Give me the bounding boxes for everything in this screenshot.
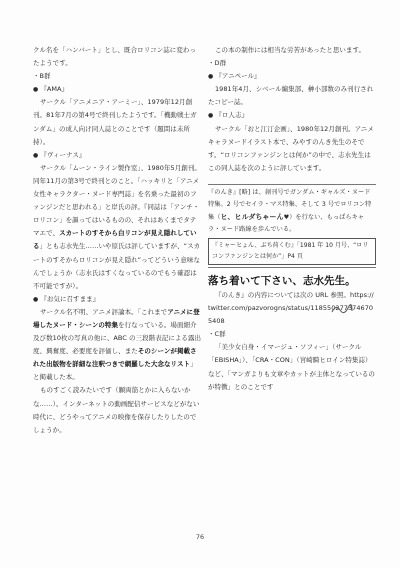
quote-emphasis: ヒ、ヒルダちゃーん	[220, 212, 284, 221]
title-ama	[33, 83, 202, 96]
title-apeel	[208, 70, 376, 83]
title-apeel-text: 『アニペール』	[215, 72, 261, 81]
quote-text-a: 『のんき』[略] は、創刊号でガンダム・ギャルズ・ヌード特集。2 号でセイラ・マス特集、そして 3 号でロリコン特集（	[208, 188, 372, 221]
handwritten-mark-icon	[330, 302, 354, 316]
paragraph-c: 「美少女自身・イマージュ・ソフィー」（サークル「EBISHA」）、「CRA・CON」（宮崎騎ヒロイン特集誌）など、「マンガよりも文章やカットが主体となっているのが特徴」とのことです	[208, 343, 375, 391]
osumi-text-b: を行なっている。場面細介及び数10枚の写真の他に、ABC の三段階表記による露出度、興奮度、必要度を評価し、また	[33, 320, 202, 356]
paragraph-ama: サークル「アニメニア・アーミー」、1979年12月創刊。81年7月の第4号で終刊したようです。「機動戦士ガンダム」の成人向け同人誌とのことです（題問は未所持）。	[33, 98, 197, 146]
section-label-d: ・D群	[208, 59, 227, 68]
title-osumi-text: 『お気に召すまま』	[40, 294, 100, 303]
right-column	[208, 44, 376, 394]
venus-emphasis: スカートのすそから白リコンが見え隠れしている	[33, 229, 197, 251]
venus-text-a: サークル「ムーン・ライン製作室」、1980年5月創刊。同年11月の第3号で終刊とのこと。「ハッキリと「アニメ女性キャラクター・ヌード専門誌」を名乗った最初のファンジンだと思われる」	[33, 163, 201, 212]
title-rolita-text: 『ロ人志』	[215, 111, 249, 120]
title-rolita	[208, 109, 376, 122]
venus-text-b: と岸氏の評。『同誌は「アンチ・ロリコン」を謳ってはいるものの、それはあくまでタテマエで、	[33, 203, 200, 238]
paragraph: この本の制作には相当な労苦があったと思います。	[215, 46, 366, 54]
section-label-b: ・B群	[33, 72, 51, 81]
paragraph-osumi	[33, 306, 202, 385]
page-number: 76	[195, 533, 205, 541]
title-venus	[33, 149, 202, 162]
osumi-emphasis-1: アニメに登場したヌード・シーンの特集	[33, 307, 200, 329]
osumi-text-c: 」と掲載した本。	[33, 360, 197, 382]
paragraph-venus	[33, 162, 202, 293]
paragraph-url: 『のんき』の内容については次の URL 参照。https://twitter.com/pazvorogns/status/1185502773746705408	[208, 290, 374, 326]
quotation-block	[208, 184, 376, 268]
quote-source-box: 『ミャーヒょん、ぶち荷くむ』「1981 年 10 月号、“ロリコンファンジンとは何か”」P4 頁	[208, 238, 376, 265]
paragraph-apeel: 1981年4月、シベール編集部、榊小部数のみ刊行されたコピー誌。	[208, 85, 374, 107]
osumi-emphasis-2: そのシーンが掲載された出版物を詳細な注釈つきで網羅した大念なリスト	[33, 347, 197, 369]
paragraph: クル名を「ハンバート」とし、既合ロリコン誌に変わったようです。	[33, 46, 196, 68]
quote-text-b: ♥）を行ない、もっぱらキャラ・ヌード路線を歩んでいる。	[208, 213, 365, 233]
left-column	[33, 44, 202, 437]
section-heading: 落ち着いて下さい、志水先生。	[208, 274, 356, 287]
paragraph-rolita: サークル「おと江汀企画」、1980年12月創刊。アニメキャラヌードイラスト本で、みやすのんき先生のそです。“ロリコンファンジンとは何か”の中で、志水先生はこの同人誌を次のように評しています。	[208, 124, 374, 172]
venus-text-c: 」とも志水先生……いや原氏は評していますが、“スカートのすそからロリコンが見え隠れ”ってどういう意味なんでしょうか（志水氏はすくなっているのでもう確認は不可能ですが）。	[33, 242, 201, 290]
osumi-text-a: サークル名不明、アニメ評論本。「これまで	[40, 307, 168, 316]
title-ama-text: 『AMA』	[40, 85, 69, 94]
title-venus-text: 『ヴィーナス』	[40, 150, 86, 159]
paragraph-last: ものすごく読みたいです（願両筋とかに入らないかな……）。インターネットの動画配信サービスなどがない時代に、どうやってアニメの映像を保存したりしたのでしょうか。	[33, 386, 200, 434]
title-osumi	[33, 293, 202, 306]
section-label-c: ・C群	[208, 330, 226, 339]
